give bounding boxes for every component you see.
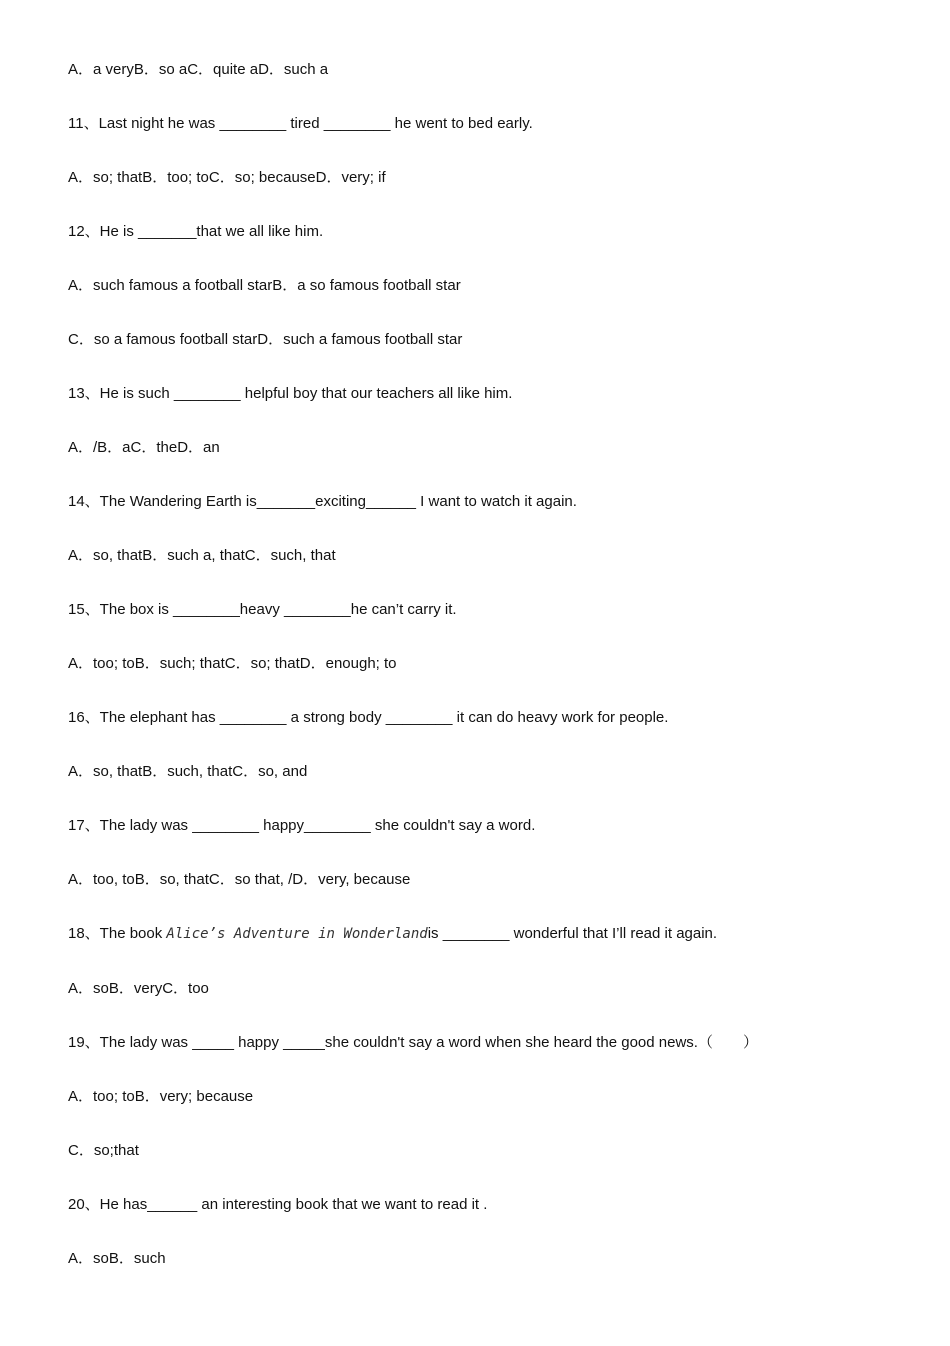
q20-question: 20、He has______ an interesting book that we want to read it . xyxy=(68,1196,488,1213)
q19-options-ab: A．too; toB．very; because xyxy=(68,1088,254,1105)
q18-options: A．soB．veryC．too xyxy=(68,980,209,997)
q10-options: A．a veryB．so aC．quite aD．such a xyxy=(68,61,329,78)
q13-question: 13、He is such ________ helpful boy that our teachers all like him. xyxy=(68,385,513,402)
q17-options: A．too, toB．so, thatC．so that, /D．very, because xyxy=(68,871,411,888)
q12-options-ab: A．such famous a football starB．a so famous football star xyxy=(68,277,461,294)
q15-question: 15、The box is ________heavy ________he can’t carry it. xyxy=(68,601,457,618)
q14-question: 14、The Wandering Earth is_______exciting______ I want to watch it again. xyxy=(68,493,577,510)
q16-question: 16、The elephant has ________ a strong body ________ it can do heavy work for people. xyxy=(68,709,669,726)
q16-options: A．so, thatB．such, thatC．so, and xyxy=(68,763,308,780)
q18-question xyxy=(68,924,717,944)
q18-suffix: is ________ wonderful that I’ll read it again. xyxy=(427,925,718,942)
q12-options-cd: C．so a famous football starD．such a famous football star xyxy=(68,331,463,348)
q15-options: A．too; toB．such; thatC．so; thatD．enough; to xyxy=(68,655,397,672)
q12-question: 12、He is _______that we all like him. xyxy=(68,223,324,240)
q17-question: 17、The lady was ________ happy________ she couldn't say a word. xyxy=(68,817,536,834)
q13-options: A．/B．aC．theD．an xyxy=(68,439,220,456)
q18-book-title: Alice’s Adventure in Wonderland xyxy=(166,926,428,942)
q11-options: A．so; thatB．too; toC．so; becauseD．very; if xyxy=(68,169,386,186)
q19-question: 19、The lady was _____ happy _____she couldn't say a word when she heard the good news.（ ） xyxy=(68,1034,758,1051)
q18-prefix: 18、The book xyxy=(68,925,167,942)
q11-question: 11、Last night he was ________ tired ________ he went to bed early. xyxy=(68,115,533,132)
q14-options: A．so, thatB．such a, thatC．such, that xyxy=(68,547,336,564)
q20-options: A．soB．such xyxy=(68,1250,166,1267)
q19-options-c: C．so;that xyxy=(68,1142,139,1159)
